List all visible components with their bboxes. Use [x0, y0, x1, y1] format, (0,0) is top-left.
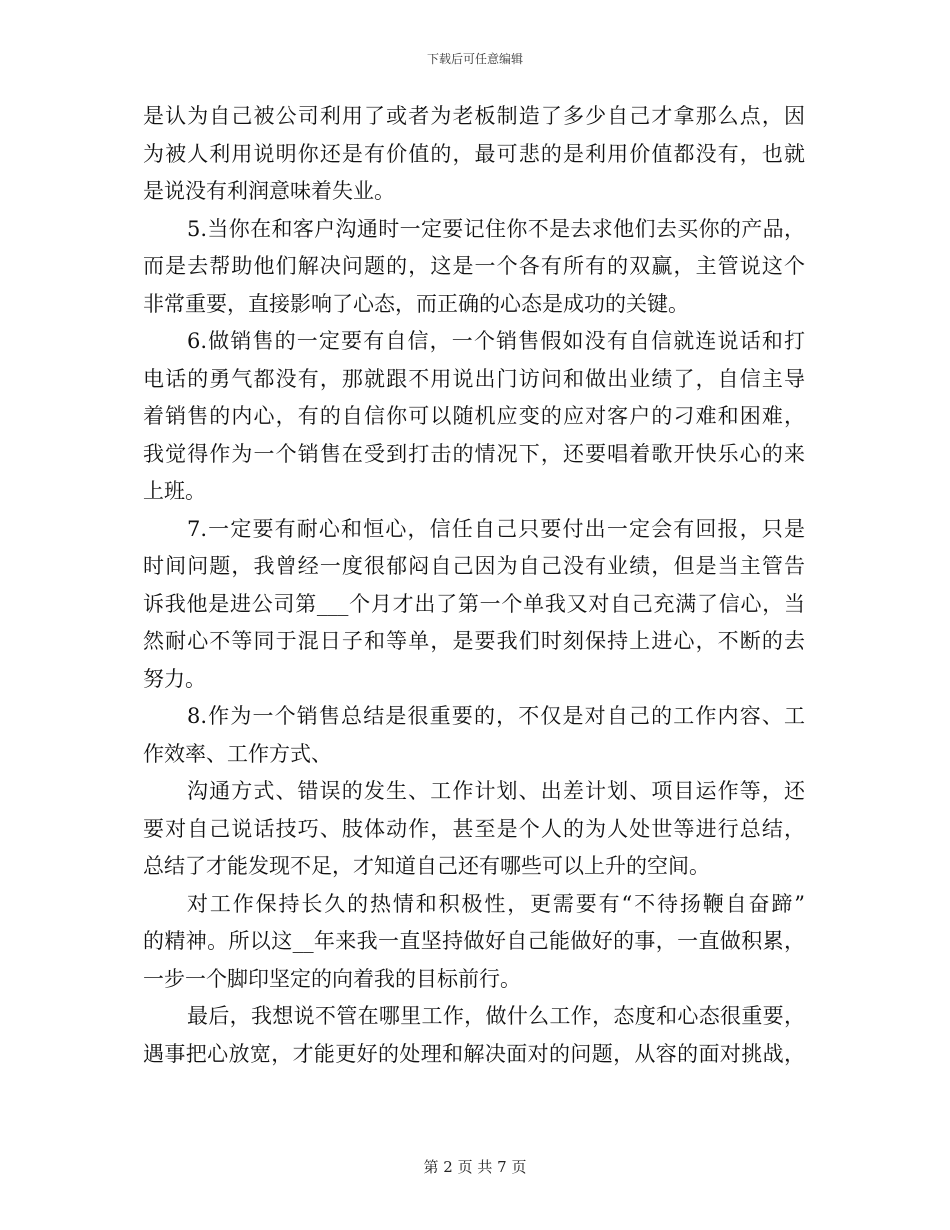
text-line: 的精神。所以这__年来我一直坚持做好自己能做好的事，一直做积累， [143, 929, 805, 953]
text-line: 上班。 [143, 479, 206, 503]
text-line: 最后，我想说不管在哪里工作，做什么工作，态度和心态很重要， [187, 1004, 805, 1028]
text-line: 是认为自己被公司利用了或者为老板制造了多少自己才拿那么点，因 [143, 104, 805, 128]
text-line: 对工作保持长久的热情和积极性，更需要有“不待扬鞭自奋蹄” [187, 891, 805, 916]
text-line: 是说没有利润意味着失业。 [143, 179, 395, 203]
page-header: 下载后可任意编辑 [426, 52, 523, 66]
text-line: 5.当你在和客户沟通时一定要记住你不是去求他们去买你的产品， [187, 216, 805, 241]
text-line: 遇事把心放宽，才能更好的处理和解决面对的问题，从容的面对挑战， [143, 1041, 805, 1066]
text-line: 努力。 [143, 666, 206, 691]
text-line: 6.做销售的一定要有自信，一个销售假如没有自信就连说话和打 [187, 329, 805, 353]
document-body [143, 98, 805, 1073]
text-line: 我觉得作为一个销售在受到打击的情况下，还要唱着歌开快乐心的来 [143, 441, 805, 466]
text-line: 电话的勇气都没有，那就跟不用说出门访问和做出业绩了，自信主导 [143, 366, 805, 391]
text-line: 8.作为一个销售总结是很重要的，不仅是对自己的工作内容、工 [187, 704, 805, 728]
text-line: 时间问题，我曾经一度很郁闷自己因为自己没有业绩，但是当主管告 [143, 554, 805, 578]
text-line: 诉我他是进公司第___个月才出了第一个单我又对自己充满了信心，当 [143, 591, 805, 616]
text-line: 一步一个脚印坚定的向着我的目标前行。 [143, 966, 521, 991]
text-line: 要对自己说话技巧、肢体动作，甚至是个人的为人处世等进行总结， [143, 816, 805, 841]
text-line: 而是去帮助他们解决问题的，这是一个各有所有的双赢，主管说这个 [143, 254, 805, 278]
text-line: 着销售的内心，有的自信你可以随机应变的应对客户的刁难和困难， [143, 404, 805, 428]
text-line: 然耐心不等同于混日子和等单，是要我们时刻保持上进心，不断的去 [143, 629, 805, 653]
text-line: 作效率、工作方式、 [143, 741, 332, 766]
page-footer: 第 2 页 共 7 页 [423, 1158, 527, 1176]
text-line: 7.一定要有耐心和恒心，信任自己只要付出一定会有回报，只是 [187, 516, 805, 541]
text-line: 总结了才能发现不足，才知道自己还有哪些可以上升的空间。 [143, 854, 710, 878]
text-line: 非常重要，直接影响了心态，而正确的心态是成功的关键。 [143, 291, 689, 316]
text-line: 沟通方式、错误的发生、工作计划、出差计划、项目运作等，还 [187, 779, 805, 803]
text-line: 为被人利用说明你还是有价值的，最可悲的是利用价值都没有，也就 [143, 141, 805, 166]
